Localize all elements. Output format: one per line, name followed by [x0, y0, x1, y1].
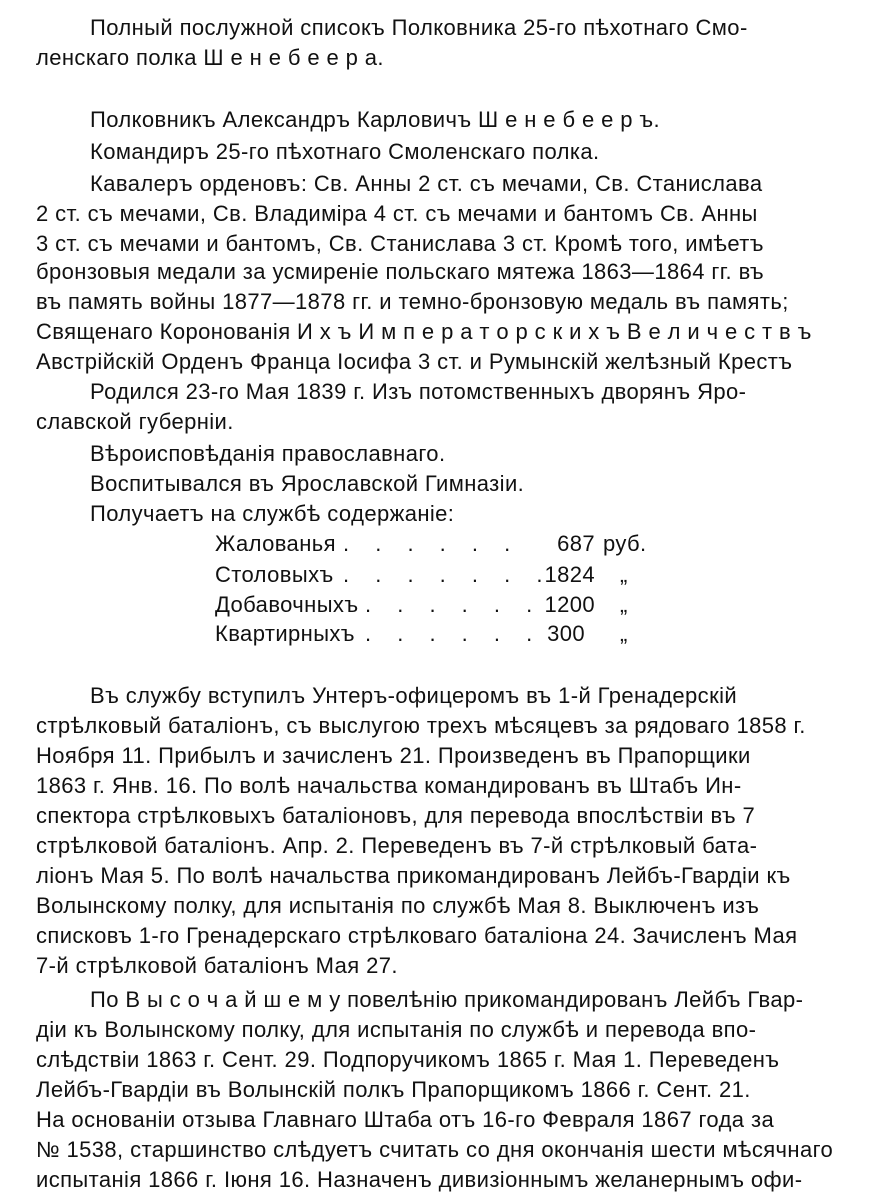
intro-line-5: 3 ст. съ мечами и бантомъ, Св. Станислава 3 ст. Кромѣ того, имѣетъ [36, 231, 764, 256]
intro-line-10: Родился 23-го Мая 1839 г. Изъ потомственныхъ дворянъ Яро- [90, 379, 747, 404]
intro-line-1: Полковникъ Александръ Карловичъ Ш е н е б е е р ъ. [90, 107, 661, 132]
intro-line-8: Священаго Коронованія И х ъ И м п е р а т о р с к и х ъ В е л и ч е с т в ъ [36, 319, 812, 344]
service2-line-3: слѣдствіи 1863 г. Сент. 29. Подпоручикомъ 1865 г. Мая 1. Переведенъ [36, 1047, 780, 1072]
service1-line-3: Ноября 11. Прибылъ и зачисленъ 21. Произведенъ въ Прапорщики [36, 743, 751, 768]
salary-amount: 687 [557, 531, 595, 556]
salary-dots: . . . . . . . [343, 562, 553, 587]
intro-line-11: славской губерніи. [36, 409, 234, 434]
service1-line-4: 1863 г. Янв. 16. По волѣ начальства командированъ въ Штабъ Ин- [36, 773, 742, 798]
salary-amount: 1200 [544, 592, 595, 617]
salary-unit: „ [620, 621, 628, 646]
intro-line-7: въ память войны 1877—1878 гг. и темно-бронзовую медаль въ память; [36, 289, 789, 314]
salary-unit: „ [620, 562, 628, 587]
salary-name: Добавочныхъ [215, 592, 359, 617]
service1-line-10: 7-й стрѣлковой баталіонъ Мая 27. [36, 953, 398, 978]
header-line-1: Полный послужной списокъ Полковника 25-го пѣхотнаго Смо- [90, 15, 748, 40]
salary-row [215, 591, 655, 619]
intro-line-4: 2 ст. съ мечами, Св. Владиміра 4 ст. съ мечами и бантомъ Св. Анны [36, 201, 758, 226]
intro-line-9: Австрійскій Орденъ Франца Іосифа 3 ст. и Румынскій желѣзный Крестъ [36, 349, 793, 374]
salary-amount: 1824 [544, 562, 595, 587]
service2-line-2: діи къ Волынскому полку, для испытанія по службѣ и перевода впо- [36, 1017, 757, 1042]
service2-line-4: Лейбъ-Гвардіи въ Волынскій полкъ Прапорщикомъ 1866 г. Сент. 21. [36, 1077, 751, 1102]
service2-line-5: На основаніи отзыва Главнаго Штаба отъ 16-го Февраля 1867 года за [36, 1107, 775, 1132]
salary-dots: . . . . . . [365, 592, 543, 617]
service2-line-6: № 1538, старшинство слѣдуетъ считать со дня окончанія шести мѣсячнаго [36, 1137, 834, 1162]
salary-row [215, 620, 655, 648]
salary-name: Столовыхъ [215, 562, 334, 587]
service1-line-6: стрѣлковой баталіонъ. Апр. 2. Переведенъ въ 7-й стрѣлковый бата- [36, 833, 758, 858]
header-line-2: ленскаго полка Ш е н е б е е р а. [36, 45, 384, 70]
salary-dots: . . . . . . [343, 531, 521, 556]
service1-line-2: стрѣлковый баталіонъ, съ выслугою трехъ мѣсяцевъ за рядоваго 1858 г. [36, 713, 806, 738]
service1-line-8: Волынскому полку, для испытанія по службѣ Мая 8. Выключенъ изъ [36, 893, 760, 918]
salary-row [215, 530, 655, 558]
salary-dots: . . . . . . [365, 621, 543, 646]
salary-row [215, 561, 655, 589]
salary-amount: 300 [547, 621, 585, 646]
service2-line-1: По В ы с о ч а й ш е м у повелѣнію прикомандированъ Лейбъ Гвар- [90, 987, 804, 1012]
intro-line-14: Получаетъ на службѣ содержаніе: [90, 501, 455, 526]
intro-line-13: Воспитывался въ Ярославской Гимназіи. [90, 471, 525, 496]
service1-line-9: списковъ 1-го Гренадерскаго стрѣлковаго баталіона 24. Зачисленъ Мая [36, 923, 798, 948]
service2-line-7: испытанія 1866 г. Іюня 16. Назначенъ дивизіоннымъ желанернымъ офи- [36, 1167, 803, 1192]
intro-line-3: Кавалеръ орденовъ: Св. Анны 2 ст. съ мечами, Св. Станислава [90, 171, 763, 196]
service1-line-1: Въ службу вступилъ Унтеръ-офицеромъ въ 1-й Гренадерскій [90, 683, 738, 708]
salary-unit: руб. [603, 531, 647, 556]
salary-name: Квартирныхъ [215, 621, 355, 646]
service1-line-5: спектора стрѣлковыхъ баталіоновъ, для перевода впослѣствіи въ 7 [36, 803, 756, 828]
intro-line-2: Командиръ 25-го пѣхотнаго Смоленскаго полка. [90, 139, 600, 164]
salary-name: Жалованья [215, 531, 336, 556]
service1-line-7: ліонъ Мая 5. По волѣ начальства прикомандированъ Лейбъ-Гвардіи къ [36, 863, 791, 888]
salary-unit: „ [620, 592, 628, 617]
intro-line-6: бронзовыя медали за усмиреніе польскаго мятежа 1863—1864 гг. въ [36, 259, 765, 284]
intro-line-12: Вѣроисповѣданія православнаго. [90, 441, 446, 466]
